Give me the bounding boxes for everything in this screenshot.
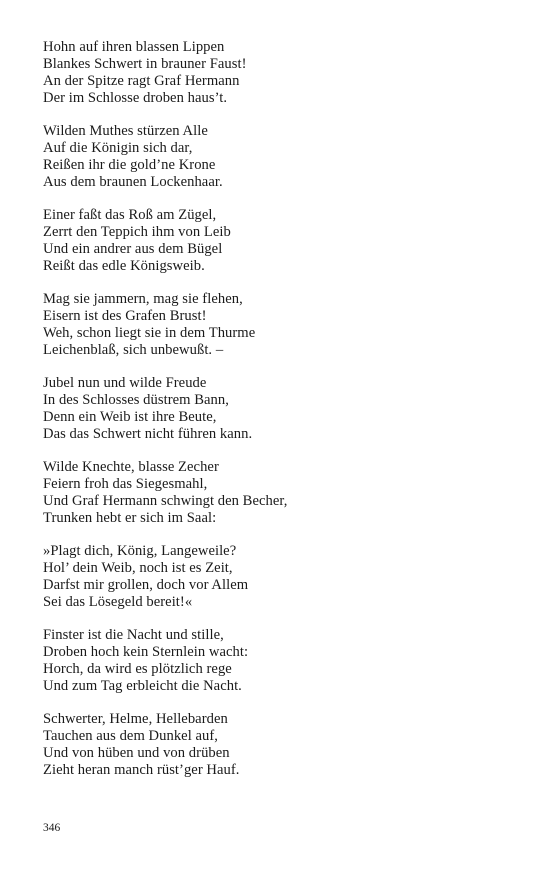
stanza [43, 39, 523, 107]
verse-line: Auf die Königin sich dar, [43, 140, 193, 156]
verse-line: Wilde Knechte, blasse Zecher [43, 459, 219, 475]
verse-line: In des Schlosses düstrem Bann, [43, 392, 229, 408]
verse-line: Und Graf Hermann schwingt den Becher, [43, 493, 288, 509]
verse-line: Das das Schwert nicht führen kann. [43, 426, 253, 442]
verse-line: Tauchen aus dem Dunkel auf, [43, 728, 218, 744]
verse-line: Finster ist die Nacht und stille, [43, 627, 224, 643]
verse-line: Droben hoch kein Sternlein wacht: [43, 644, 249, 660]
poem-text [43, 39, 523, 795]
verse-line: Hol’ dein Weib, noch ist es Zeit, [43, 560, 233, 576]
verse-line: Einer faßt das Roß am Zügel, [43, 207, 217, 223]
verse-line: Und von hüben und von drüben [43, 745, 230, 761]
verse-line: Hohn auf ihren blassen Lippen [43, 39, 225, 55]
stanza [43, 375, 523, 443]
verse-line: Reißen ihr die gold’ne Krone [43, 157, 216, 173]
verse-line: Feiern froh das Siegesmahl, [43, 476, 208, 492]
stanza [43, 123, 523, 191]
verse-line: Weh, schon liegt sie in dem Thurme [43, 325, 256, 341]
verse-line: Darfst mir grollen, doch vor Allem [43, 577, 249, 593]
stanza [43, 291, 523, 359]
verse-line: Blankes Schwert in brauner Faust! [43, 56, 247, 72]
verse-line: Denn ein Weib ist ihre Beute, [43, 409, 217, 425]
page-number: 346 [43, 822, 61, 834]
verse-line: Horch, da wird es plötzlich rege [43, 661, 232, 677]
verse-line: Eisern ist des Grafen Brust! [43, 308, 207, 324]
verse-line: Sei das Lösegeld bereit!« [43, 594, 193, 610]
verse-line: Reißt das edle Königsweib. [43, 258, 205, 274]
stanza [43, 711, 523, 779]
verse-line: Leichenblaß, sich unbewußt. – [43, 342, 224, 358]
verse-line: Wilden Muthes stürzen Alle [43, 123, 208, 139]
verse-line: Schwerter, Helme, Hellebarden [43, 711, 228, 727]
verse-line: Mag sie jammern, mag sie flehen, [43, 291, 243, 307]
stanza [43, 627, 523, 695]
verse-line: Trunken hebt er sich im Saal: [43, 510, 217, 526]
verse-line: Und ein andrer aus dem Bügel [43, 241, 223, 257]
verse-line: Jubel nun und wilde Freude [43, 375, 207, 391]
verse-line: »Plagt dich, König, Langeweile? [43, 543, 237, 559]
stanza [43, 207, 523, 275]
verse-line: Zerrt den Teppich ihm von Leib [43, 224, 231, 240]
verse-line: An der Spitze ragt Graf Hermann [43, 73, 240, 89]
stanza [43, 459, 523, 527]
verse-line: Der im Schlosse droben haus’t. [43, 90, 228, 106]
verse-line: Und zum Tag erbleicht die Nacht. [43, 678, 242, 694]
verse-line: Zieht heran manch rüst’ger Hauf. [43, 762, 240, 778]
verse-line: Aus dem braunen Lockenhaar. [43, 174, 223, 190]
stanza [43, 543, 523, 611]
